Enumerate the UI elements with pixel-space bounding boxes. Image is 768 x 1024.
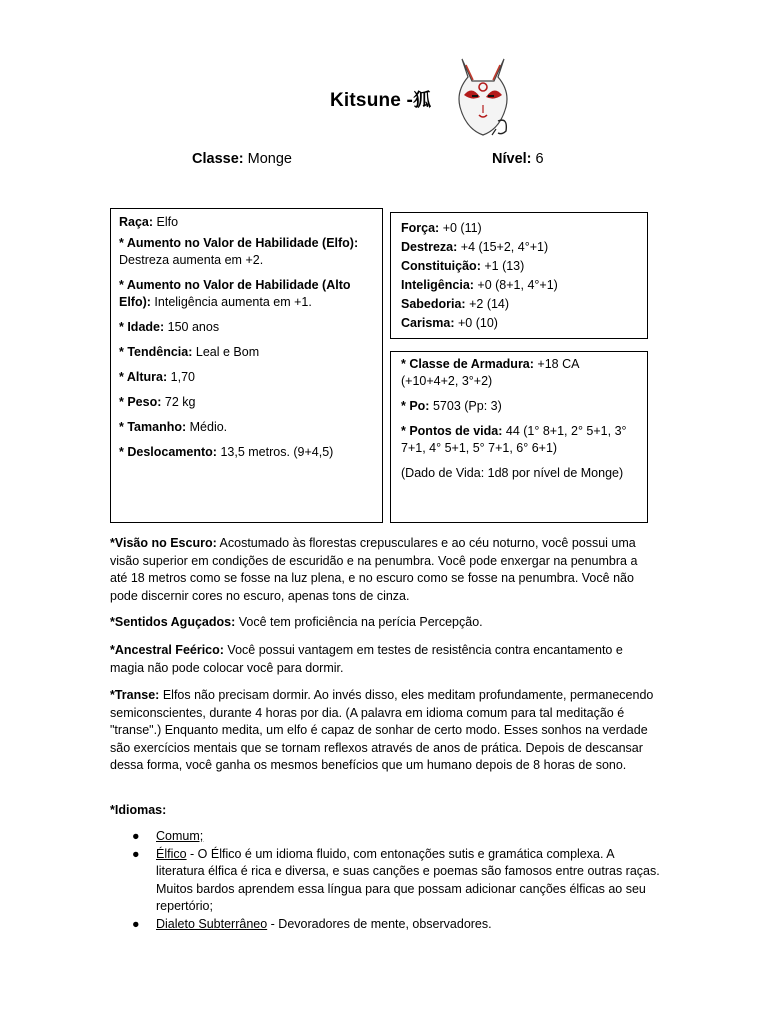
gold-pieces: * Po: 5703 (Pp: 3) (401, 399, 502, 413)
attribute-row: Constituição: +1 (13) (401, 259, 525, 273)
character-kanji: 狐 (413, 90, 432, 111)
race-line: Raça: Elfo (119, 215, 179, 229)
list-item: ● Dialeto Subterrâneo - Devoradores de mente, observadores. (110, 916, 660, 934)
list-item: ● Élfico - O Élfico é um idioma fluido, com entonações sutis e gramática complexa. A literatura élfica é rica e diversa, e suas canções e poemas são famosos entre outras raças. Muitos bardos aprendem essa língua para que possam adicionar canções élficas ao seu repertório; (132, 846, 660, 913)
combat-box (390, 351, 648, 523)
race-item: * Aumento no Valor de Habilidade (Alto Elfo): Inteligência aumenta em +1. (119, 278, 351, 309)
race-item: * Idade: 150 anos (119, 320, 220, 334)
race-item: * Deslocamento: 13,5 metros. (9+4,5) (119, 445, 334, 459)
trait-paragraph: *Sentidos Aguçados: Você tem proficiência na perícia Percepção. (110, 615, 483, 629)
race-item: * Aumento no Valor de Habilidade (Elfo): Destreza aumenta em +2. (119, 236, 359, 267)
page-title (330, 86, 431, 112)
hit-points: * Pontos de vida: 44 (1° 8+1, 2° 5+1, 3° 7+1, 4° 5+1, 5° 7+1, 6° 6+1) (401, 424, 627, 455)
race-item: * Peso: 72 kg (119, 395, 196, 409)
bullet-icon: ● (132, 846, 140, 861)
list-item: ● Comum; (110, 828, 660, 846)
armor-class: * Classe de Armadura: +18 CA (+10+4+2, 3°+2) (401, 357, 579, 388)
race-item: * Tendência: Leal e Bom (119, 345, 260, 359)
level-label: Nível: (492, 151, 532, 167)
kitsune-mask-icon (452, 55, 514, 139)
attribute-row: Força: +0 (11) (401, 221, 482, 235)
attribute-row: Inteligência: +0 (8+1, 4°+1) (401, 278, 558, 292)
character-name: Kitsune - (330, 90, 414, 111)
languages-list (110, 828, 660, 933)
attribute-row: Destreza: +4 (15+2, 4°+1) (401, 240, 549, 254)
attributes-box (390, 212, 648, 339)
trait-paragraph: *Ancestral Feérico: Você possui vantagem em testes de resistência contra encantamento e magia não pode colocar você para dormir. (110, 643, 623, 675)
languages-heading: *Idiomas: (110, 803, 167, 817)
class-label: Classe: (192, 151, 244, 167)
level-value: 6 (535, 151, 544, 167)
race-box (110, 208, 383, 523)
class-field (192, 151, 292, 167)
attribute-row: Carisma: +0 (10) (401, 316, 498, 330)
trait-paragraph: *Transe: Elfos não precisam dormir. Ao invés disso, eles meditam profundamente, permanecendo semiconscientes, durante 4 horas por dia. (A palavra em idioma comum para tal meditação é "transe".) Enquanto medita, um elfo é capaz de sonhar de certo modo. Esses sonhos na verdade são exercícios mentais que se tornam reflexos através de anos de prática. Depois de descansar dessa forma, você ganha os mesmos benefícios que um humano depois de 8 horas de sono. (110, 688, 654, 772)
hit-dice: (Dado de Vida: 1d8 por nível de Monge) (401, 466, 624, 480)
attribute-row: Sabedoria: +2 (14) (401, 297, 510, 311)
race-item: * Tamanho: Médio. (119, 420, 228, 434)
bullet-icon: ● (132, 829, 140, 843)
class-value: Monge (247, 151, 292, 167)
level-field (492, 151, 544, 167)
trait-paragraph: *Visão no Escuro: Acostumado às florestas crepusculares e ao céu noturno, você possui uma visão superior em condições de escuridão e na penumbra. Você pode enxergar na penumbra a até 18 metros como se fosse na luz plena, e no escuro como se fosse na penumbra. Você não pode discernir cores no escuro, apenas tons de cinza. (110, 536, 638, 603)
bullet-icon: ● (132, 916, 140, 931)
race-item: * Altura: 1,70 (119, 370, 195, 384)
